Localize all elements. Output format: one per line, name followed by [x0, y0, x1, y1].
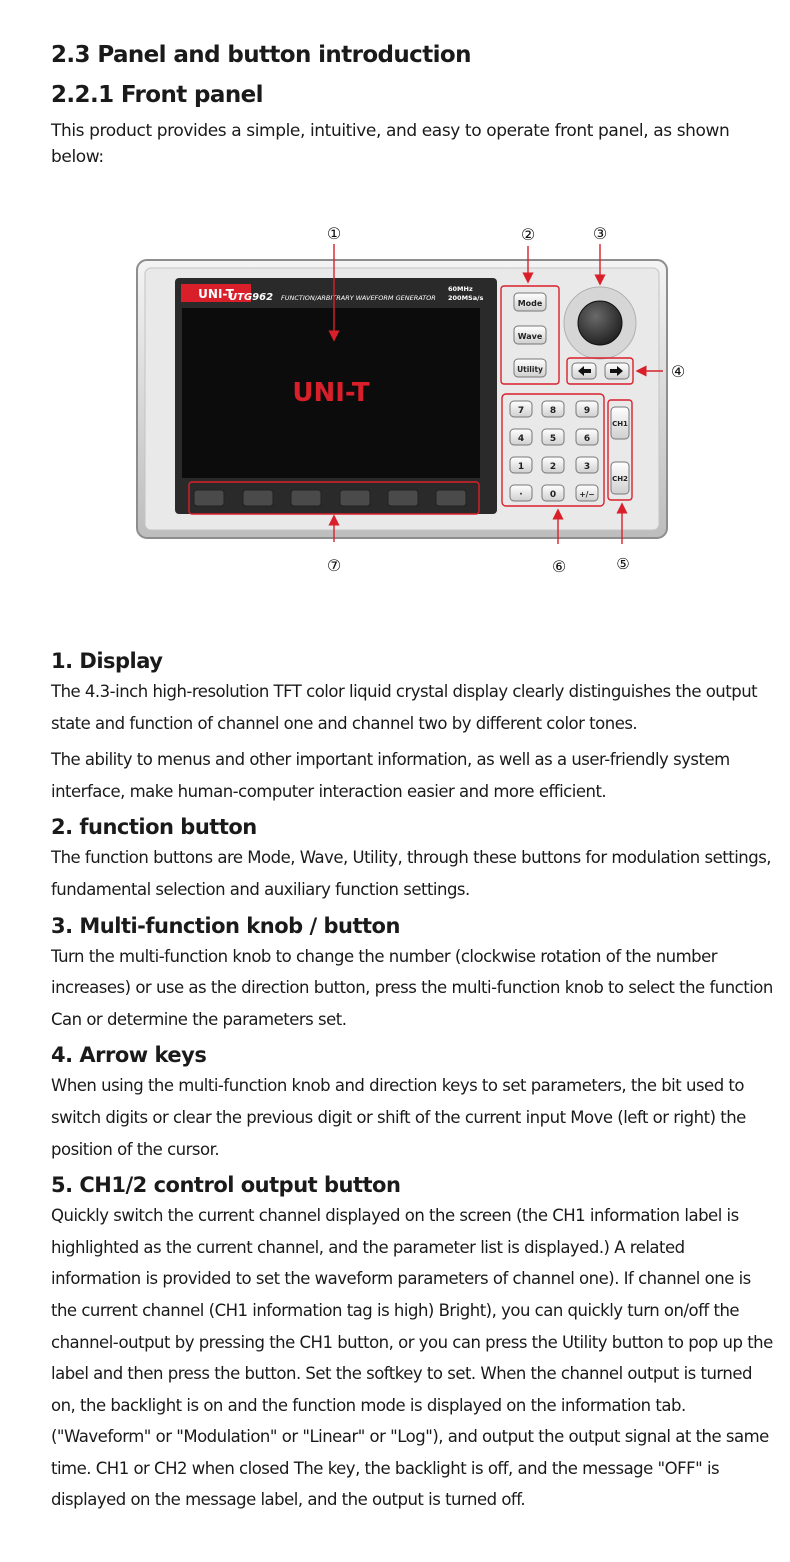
keypad-key-label: 9	[583, 406, 591, 416]
keypad-key-label: 7	[517, 406, 525, 416]
keypad-key-label: 3	[583, 462, 591, 472]
callout-5: ⑤	[616, 555, 630, 573]
front-panel-figure	[51, 186, 776, 576]
ch2-button-label: CH2	[612, 475, 628, 483]
section-display	[51, 646, 776, 807]
section-arrow-keys	[51, 1040, 776, 1165]
callout-4: ④	[670, 362, 686, 381]
utility-button-label: Utility	[517, 365, 543, 374]
wave-button-label: Wave	[517, 332, 543, 341]
section-paragraph: The function buttons are Mode, Wave, Utility, through these buttons for modulation settings, fundamental selection and auxiliary function settings.	[51, 848, 772, 899]
section-knob	[51, 911, 776, 1036]
callout-1: ①	[326, 224, 342, 243]
document-page	[51, 38, 776, 1510]
subtitle-label: FUNCTION/ARBITRARY WAVEFORM GENERATOR	[281, 294, 436, 302]
model-label: UTG962	[229, 292, 274, 303]
callout-6: ⑥	[551, 557, 567, 576]
intro-text: This product provides a simple, intuitive, and easy to operate front panel, as shown below:	[51, 121, 730, 167]
section-title: 5. CH1/2 control output button	[51, 1173, 401, 1198]
function-buttons	[514, 293, 546, 377]
softkey[interactable]	[194, 490, 224, 506]
softkey[interactable]	[436, 490, 466, 506]
callout-7: ⑦	[326, 556, 342, 575]
callout-3: ③	[592, 224, 608, 243]
keypad-key-label: 5	[549, 434, 557, 444]
multi-function-knob[interactable]	[578, 301, 622, 345]
keypad-key-label: 4	[517, 434, 525, 444]
softkey[interactable]	[243, 490, 273, 506]
section-title: 2. function button	[51, 815, 257, 840]
keypad-key-label: +/−	[579, 490, 595, 499]
section-title: 1. Display	[51, 649, 163, 673]
section-function-button	[51, 812, 776, 905]
ch1-button-label: CH1	[612, 420, 628, 428]
section-heading: 2.3 Panel and button introduction	[51, 42, 471, 68]
keypad-key-label: ·	[519, 490, 523, 500]
softkey[interactable]	[388, 490, 418, 506]
softkey[interactable]	[291, 490, 321, 506]
spec-rate-label: 200MSa/s	[448, 294, 484, 302]
front-panel-illustration	[51, 186, 776, 576]
section-paragraph: When using the multi-function knob and direction keys to set parameters, the bit used to switch digits or clear the previous digit or shift of the current input Move (left or right) the position of the cursor.	[51, 1076, 746, 1159]
section-title: 3. Multi-function knob / button	[51, 913, 400, 938]
mode-button-label: Mode	[517, 299, 543, 308]
keypad-key-label: 1	[517, 462, 525, 472]
spec-freq-label: 60MHz	[448, 285, 473, 293]
keypad-key-label: 2	[549, 462, 557, 472]
subsection-heading: 2.2.1 Front panel	[51, 82, 263, 108]
screen-logo: UNI-T	[292, 378, 370, 408]
keypad-key-label: 0	[549, 490, 557, 500]
callout-2: ②	[520, 225, 536, 244]
keypad-key-label: 6	[583, 434, 591, 444]
section-paragraph: The 4.3-inch high-resolution TFT color liquid crystal display clearly distinguishes the output state and function of channel one and channel two by different color tones.	[51, 682, 758, 733]
keypad-key-label: 8	[549, 406, 557, 416]
section-list	[51, 646, 776, 1521]
brand-label: UNI-T	[198, 287, 234, 301]
softkey[interactable]	[340, 490, 370, 506]
section-title: 4. Arrow keys	[51, 1043, 207, 1068]
section-channel-output	[51, 1170, 776, 1516]
section-paragraph: Turn the multi-function knob to change the number (clockwise rotation of the number increases) or use as the direction button, press the multi-function knob to select the function Can or determine the parameters set.	[51, 946, 773, 1029]
section-paragraph: Quickly switch the current channel displayed on the screen (the CH1 information label is highlighted as the current channel, and the parameter list is displayed.) A related information is provided to set the waveform parameters of channel one). If channel one is the current channel (CH1 information tag is high) Bright), you can quickly turn on/off the channel-output by pressing the CH1 button, or you can press the Utility button to pop up the label and then press the button. Set the softkey to set. When the channel output is turned on, the backlight is on and the function mode is displayed on the information tab. ("Waveform" or "Modulation" or "Linear" or "Log"), and output the output signal at the same time. CH1 or CH2 when closed The key, the backlight is off, and the message "OFF" is displayed on the message label, and the output is turned off.	[51, 1206, 773, 1510]
section-paragraph: The ability to menus and other important information, as well as a user-friendly system interface, make human-computer interaction easier and more efficient.	[51, 750, 730, 801]
